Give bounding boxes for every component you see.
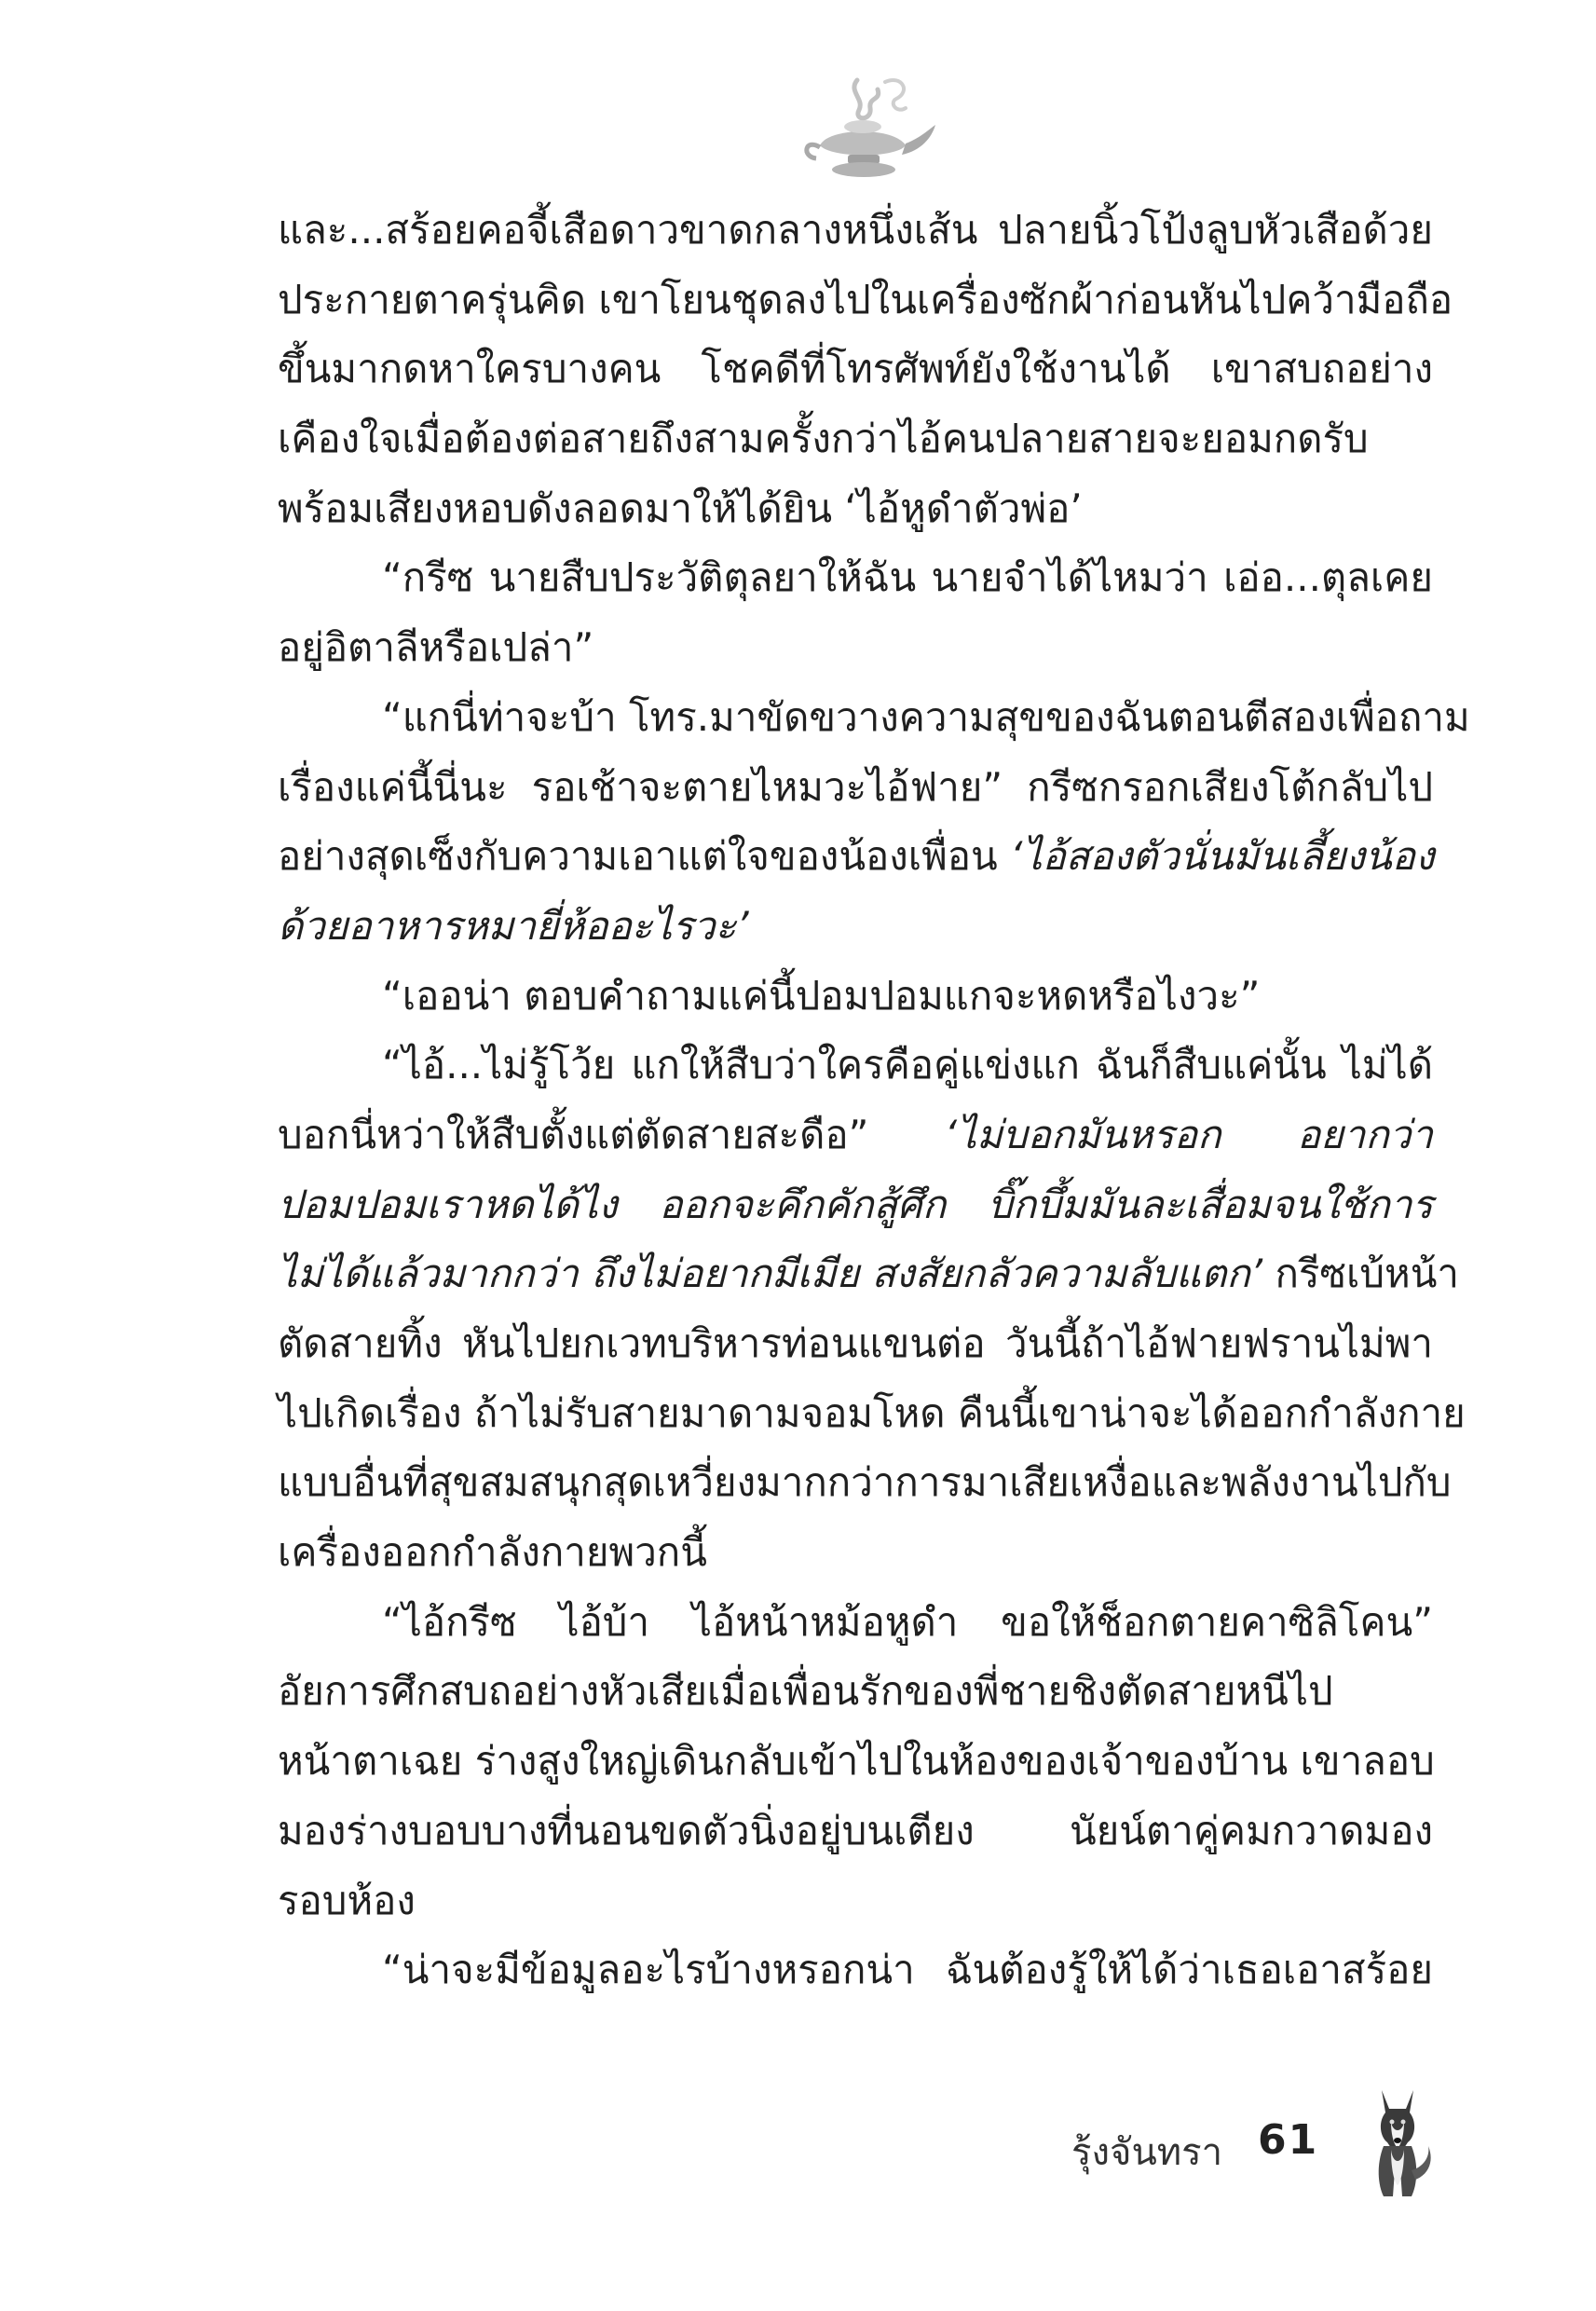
text-line: ไปเกิดเรื่อง ถ้าไม่รับสายมาดามจอมโหด คืนนี้เขาน่าจะได้ออกกำลังกาย	[278, 1389, 1466, 1436]
italic-thought: ด้วยอาหารหมายี่ห้ออะไรวะ’	[278, 902, 749, 949]
text-line: แบบอื่นที่สุขสมสนุกสุดเหวี่ยงมากกว่าการมาเสียเหงื่อและพลังงานไปกับ	[278, 1459, 1452, 1506]
text-line: ตัดสายทิ้ง หันไปยกเวทบริหารท่อนแขนต่อ วันนี้ถ้าไอ้ฟายฟรานไม่พา	[278, 1320, 1433, 1366]
text-line: “เออน่า ตอบคำถามแค่นี้ปอมปอมแกจะหดหรือไงวะ”	[382, 972, 1261, 1019]
text-segment: อย่างสุดเซ็งกับความเอาแต่ใจของน้องเพื่อน	[278, 833, 998, 880]
text-line: เครื่องออกกำลังกายพวกนี้	[278, 1529, 707, 1576]
text-line: “ไอ้กรีซ ไอ้บ้า ไอ้หน้าหม้อหูดำ ขอให้ช็อกตายคาซิลิโคน”	[382, 1598, 1433, 1645]
italic-thought: ‘ไม่บอกมันหรอก อยากว่า	[944, 1111, 1433, 1157]
text-line: “กรีซ นายสืบประวัติตุลยาให้ฉัน นายจำได้ไหมว่า เอ่อ...ตุลเคย	[382, 554, 1433, 601]
text-line	[278, 1239, 1459, 1309]
text-line	[278, 1101, 1433, 1170]
italic-thought: ‘ไอ้สองตัวนั่นมันเลี้ยงน้อง	[1010, 833, 1435, 880]
text-line: และ...สร้อยคอจี้เสือดาวขาดกลางหนึ่งเส้น ปลายนิ้วโป้งลูบหัวเสือด้วย	[278, 207, 1433, 253]
page-footer	[1071, 2101, 1537, 2185]
italic-thought: ปอมปอมเราหดได้ไง ออกจะคึกคักสู้ศึก บิ๊กบึ้มมันละเสื่อมจนใช้การ	[278, 1181, 1433, 1227]
text-line: “แกนี่ท่าจะบ้า โทร.มาขัดขวางความสุขของฉันตอนตีสองเพื่อถาม	[382, 693, 1470, 740]
body-text	[278, 196, 1470, 2005]
text-line	[278, 1170, 1433, 1240]
text-line: ขึ้นมากดหาใครบางคน โชคดีที่โทรศัพท์ยังใช้งานได้ เขาสบถอย่าง	[278, 346, 1433, 392]
text-line: พร้อมเสียงหอบดังลอดมาให้ได้ยิน ‘ไอ้หูดำตัวพ่อ’	[278, 485, 1083, 531]
text-segment: กรีซเบ้หน้า	[1275, 1251, 1459, 1297]
italic-thought: ไม่ได้แล้วมากกว่า ถึงไม่อยากมีเมีย สงสัยกลัวความลับแตก’	[278, 1251, 1263, 1297]
text-line: อยู่อิตาลีหรือเปล่า”	[278, 624, 594, 671]
text-line	[278, 822, 1433, 892]
text-line	[278, 892, 1433, 962]
text-line: ประกายตาครุ่นคิด เขาโยนชุดลงไปในเครื่องซักผ้าก่อนหันไปคว้ามือถือ	[278, 276, 1453, 322]
book-title: รุ้งจันทรา	[1071, 2131, 1223, 2174]
text-line: “ไอ้...ไม่รู้โว้ย แกให้สืบว่าใครคือคู่แข่งแก ฉันก็สืบแค่นั้น ไม่ได้	[382, 1042, 1433, 1088]
text-segment: บอกนี่หว่าให้สืบตั้งแต่ตัดสายสะดือ”	[278, 1111, 869, 1157]
text-line: “น่าจะมีข้อมูลอะไรบ้างหรอกน่า ฉันต้องรู้ให้ได้ว่าเธอเอาสร้อย	[382, 1947, 1433, 1993]
text-line: มองร่างบอบบางที่นอนขดตัวนิ่งอยู่บนเตียง นัยน์ตาคู่คมกวาดมอง	[278, 1807, 1433, 1853]
text-line: เรื่องแค่นี้นี่นะ รอเช้าจะตายไหมวะไอ้ฟาย” กรีซกรอกเสียงโต้กลับไป	[278, 763, 1433, 810]
page-number: 61	[1258, 2116, 1319, 2164]
genie-lamp-icon	[792, 73, 941, 189]
text-line: รอบห้อง	[278, 1877, 416, 1923]
husky-dog-icon	[1356, 2081, 1439, 2202]
text-line: หน้าตาเฉย ร่างสูงใหญ่เดินกลับเข้าไปในห้องของเจ้าของบ้าน เขาลอบ	[278, 1738, 1435, 1785]
text-line: เคืองใจเมื่อต้องต่อสายถึงสามครั้งกว่าไอ้คนปลายสายจะยอมกดรับ	[278, 416, 1369, 462]
text-line: อัยการศึกสบถอย่างหัวเสียเมื่อเพื่อนรักของพี่ชายชิงตัดสายหนีไป	[278, 1668, 1333, 1715]
